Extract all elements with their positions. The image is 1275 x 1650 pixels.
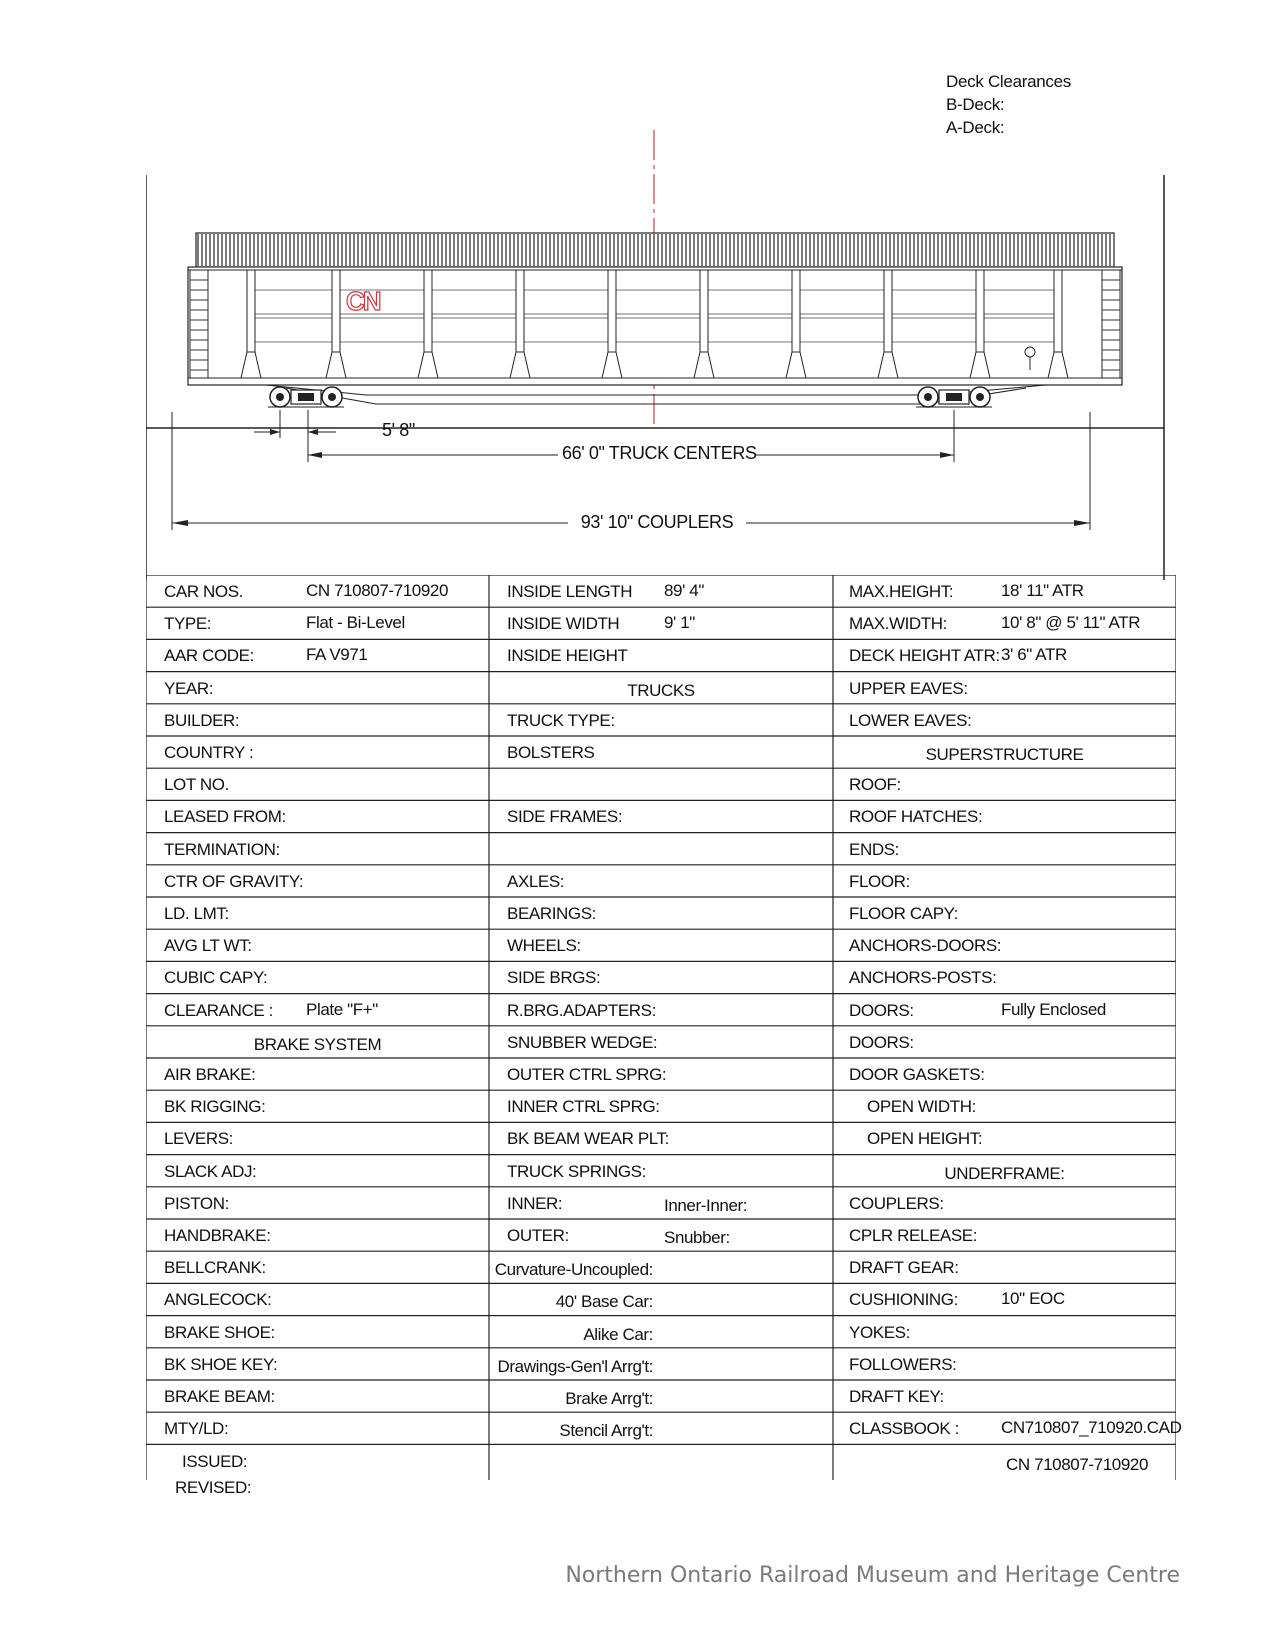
spec-label: SNUBBER WEDGE: (507, 1032, 658, 1052)
spec-label: Curvature-Uncoupled: (494, 1260, 653, 1280)
spec-label: TYPE: (164, 614, 212, 634)
spec-label: CUBIC CAPY: (164, 968, 268, 988)
spec-label: Stencil Arrg't: (559, 1421, 653, 1441)
spec-label: ENDS: (849, 839, 899, 859)
spec-label: LEVERS: (164, 1129, 234, 1149)
spec-label: DRAFT GEAR: (849, 1258, 959, 1278)
spec-label: FLOOR: (849, 871, 910, 891)
spec-label: INSIDE WIDTH (507, 614, 620, 634)
spec-label: LD. LMT: (164, 904, 229, 923)
spec-value: 9' 1" (664, 613, 695, 633)
museum-credit: Northern Ontario Railroad Museum and Heritage Centre (565, 1563, 1180, 1588)
spec-label: DRAFT KEY: (849, 1387, 944, 1406)
spec-value: Flat - Bi-Level (306, 613, 405, 633)
spec-label: HANDBRAKE: (164, 1226, 271, 1245)
spec-label: TERMINATION: (164, 839, 280, 859)
spec-label: ANGLECOCK: (164, 1290, 272, 1310)
spec-label: YEAR: (164, 678, 214, 698)
dim-truck-centers: 66' 0" TRUCK CENTERS (558, 443, 756, 464)
spec-label: ROOF HATCHES: (849, 807, 983, 827)
spec-value: 3' 6" ATR (1001, 645, 1067, 665)
spec-table-grid (146, 575, 1176, 1480)
cn-logo: CN (346, 286, 380, 316)
issued-label: ISSUED: (182, 1452, 248, 1471)
spec-label: FLOOR CAPY: (849, 904, 958, 923)
spec-label: BK BEAM WEAR PLT: (507, 1129, 669, 1149)
spec-label: UNDERFRAME: (944, 1163, 1065, 1183)
truck-left (268, 387, 344, 407)
car-elevation-svg (146, 120, 1176, 580)
spec-label: WHEELS: (507, 936, 581, 956)
spec-value: CN710807_710920.CAD (1001, 1418, 1182, 1438)
spec-label: SIDE BRGS: (507, 968, 601, 988)
spec-label: ROOF: (849, 775, 901, 795)
spec-label: ANCHORS-DOORS: (849, 936, 1002, 956)
spec-label: CTR OF GRAVITY: (164, 871, 304, 891)
spec-label: CLEARANCE : (164, 1000, 273, 1020)
spec-label: BUILDER: (164, 710, 240, 730)
spec-label: YOKES: (849, 1322, 910, 1342)
spec-label: R.BRG.ADAPTERS: (507, 1000, 656, 1020)
spec-label: CLASSBOOK : (849, 1419, 959, 1439)
deck-clearances-title: Deck Clearances (946, 72, 1071, 91)
truck-right (916, 387, 992, 407)
spec-value: 10" EOC (1001, 1289, 1065, 1309)
spec-label: CUSHIONING: (849, 1290, 958, 1310)
spec-table (146, 575, 1182, 1497)
spec-label: INNER CTRL SPRG: (507, 1097, 660, 1117)
spec-label: BK SHOE KEY: (164, 1354, 278, 1374)
spec-label: INSIDE LENGTH (507, 582, 633, 601)
spec-label: DOOR GASKETS: (849, 1065, 985, 1084)
spec-label: DOORS: (849, 1032, 914, 1052)
spec-label: MAX.HEIGHT: (849, 582, 954, 601)
spec-label: INNER: (507, 1193, 563, 1213)
spec-label: SUPERSTRUCTURE (925, 745, 1084, 764)
spec-label: DECK HEIGHT ATR: (849, 646, 1000, 666)
spec-label: OUTER: (507, 1226, 569, 1245)
spec-label: PISTON: (164, 1193, 229, 1213)
spec-label: SIDE FRAMES: (507, 807, 623, 827)
car-roof (196, 233, 1114, 267)
spec-label: Alike Car: (583, 1324, 653, 1344)
spec-label: LOT NO. (164, 775, 229, 795)
spec-label: BRAKE BEAM: (164, 1387, 275, 1406)
spec-value: 18' 11" ATR (1001, 581, 1084, 600)
spec-label: BOLSTERS (507, 743, 595, 762)
spec-label: BEARINGS: (507, 904, 596, 923)
revised-label: REVISED: (175, 1478, 252, 1497)
spec-label: BRAKE SYSTEM (253, 1034, 382, 1054)
spec-label: DOORS: (849, 1000, 914, 1020)
spec-label: CAR NOS. (164, 582, 243, 601)
spec-label: AVG LT WT: (164, 936, 252, 956)
car-body (188, 267, 1122, 385)
spec-value: Inner-Inner: (664, 1195, 748, 1215)
spec-label: ANCHORS-POSTS: (849, 968, 997, 988)
spec-value: 10' 8" @ 5' 11" ATR (1001, 613, 1141, 633)
dim-couplers: 93' 10" COUPLERS (568, 512, 746, 533)
spec-label: LOWER EAVES: (849, 710, 972, 730)
spec-value: FA V971 (306, 645, 368, 665)
spec-label: CPLR RELEASE: (849, 1226, 978, 1245)
footer-car-nos: CN 710807-710920 (1006, 1455, 1148, 1474)
spec-label: MTY/LD: (164, 1419, 229, 1439)
spec-label: LEASED FROM: (164, 807, 286, 827)
spec-label: AXLES: (507, 871, 565, 891)
spec-label: AAR CODE: (164, 646, 254, 666)
spec-label: TRUCK TYPE: (507, 710, 615, 730)
spec-label: FOLLOWERS: (849, 1354, 957, 1374)
spec-label: OUTER CTRL SPRG: (507, 1065, 667, 1084)
spec-label: OPEN HEIGHT: (867, 1129, 983, 1149)
b-deck-label: B-Deck: (946, 95, 1005, 114)
dim-truck-wheelbase: 5' 8" (382, 420, 415, 440)
spec-label: Brake Arrg't: (565, 1389, 653, 1408)
spec-label: BELLCRANK: (164, 1258, 266, 1278)
spec-label: AIR BRAKE: (164, 1065, 256, 1084)
spec-value: CN 710807-710920 (306, 581, 448, 600)
spec-label: INSIDE HEIGHT (507, 646, 628, 666)
spec-label: BK RIGGING: (164, 1097, 266, 1117)
spec-value: Fully Enclosed (1001, 999, 1106, 1019)
spec-label: UPPER EAVES: (849, 678, 968, 698)
spec-label: Drawings-Gen'l Arrg't: (497, 1356, 653, 1376)
spec-value: 89' 4" (664, 581, 704, 600)
spec-label: MAX.WIDTH: (849, 614, 947, 634)
spec-value: Plate "F+" (306, 999, 378, 1019)
spec-label: 40' Base Car: (555, 1292, 653, 1312)
spec-label: BRAKE SHOE: (164, 1322, 275, 1342)
spec-label: TRUCKS (627, 680, 695, 700)
spec-label: TRUCK SPRINGS: (507, 1161, 646, 1181)
spec-label: SLACK ADJ: (164, 1161, 257, 1181)
car-drawing (146, 120, 1176, 580)
spec-label: COUNTRY : (164, 743, 254, 762)
spec-label: COUPLERS: (849, 1193, 944, 1213)
spec-value: Snubber: (664, 1228, 730, 1247)
spec-label: OPEN WIDTH: (867, 1097, 976, 1117)
a-deck-label: A-Deck: (946, 118, 1005, 137)
